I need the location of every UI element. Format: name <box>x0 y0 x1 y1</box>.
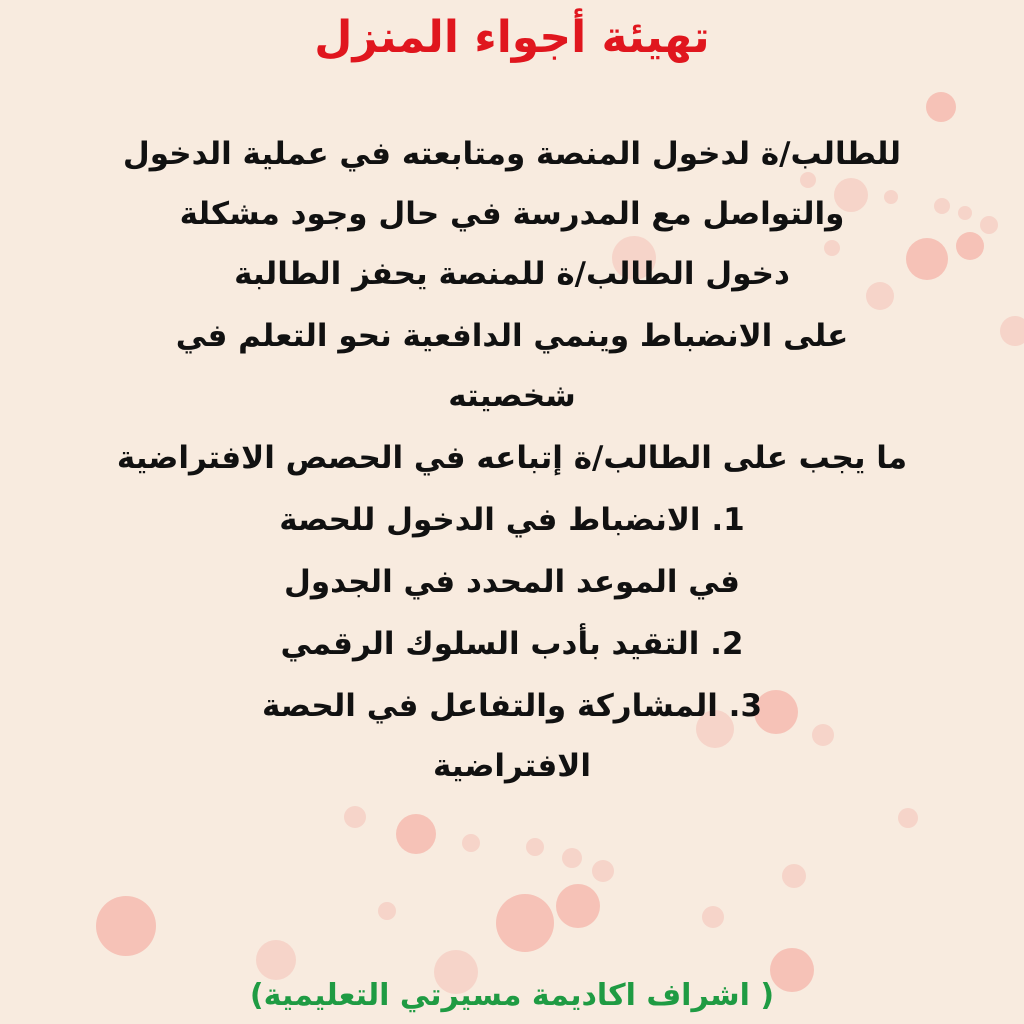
decor-dot <box>556 884 600 928</box>
decor-dot <box>96 896 156 956</box>
decor-dot <box>526 838 544 856</box>
body-line-5: شخصيته <box>448 378 576 414</box>
decor-dot <box>378 902 396 920</box>
decor-dot <box>702 906 724 928</box>
footer-credit: ( اشراف اكاديمة مسيرتي التعليمية) <box>249 978 775 1013</box>
list-item-1-cont: في الموعد المحدد في الجدول <box>284 564 740 600</box>
body-line-2: والتواصل مع المدرسة في حال وجود مشكلة <box>179 196 845 232</box>
list-item-3-cont: الافتراضية <box>433 748 591 784</box>
body-line-4: على الانضباط وينمي الدافعية نحو التعلم في <box>175 318 849 354</box>
decor-dot <box>496 894 554 952</box>
decor-dot <box>396 814 436 854</box>
section-heading: ما يجب على الطالب/ة إتباعه في الحصص الافتراضية <box>116 440 908 476</box>
list-item-3: 3. المشاركة والتفاعل في الحصة <box>261 688 763 724</box>
list-item-1: 1. الانضباط في الدخول للحصة <box>279 502 745 538</box>
decor-dot <box>898 808 918 828</box>
decor-dot <box>462 834 480 852</box>
decor-dot <box>344 806 366 828</box>
decor-dot <box>782 864 806 888</box>
decor-dot <box>562 848 582 868</box>
body-line-3: دخول الطالب/ة للمنصة يحفز الطالبة <box>234 256 790 292</box>
list-item-2: 2. التقيد بأدب السلوك الرقمي <box>280 626 744 662</box>
body-line-1: للطالب/ة لدخول المنصة ومتابعته في عملية الدخول <box>122 136 902 172</box>
decor-dot <box>592 860 614 882</box>
decor-dot <box>926 92 956 122</box>
page-title: تهيئة أجواء المنزل <box>314 12 710 63</box>
